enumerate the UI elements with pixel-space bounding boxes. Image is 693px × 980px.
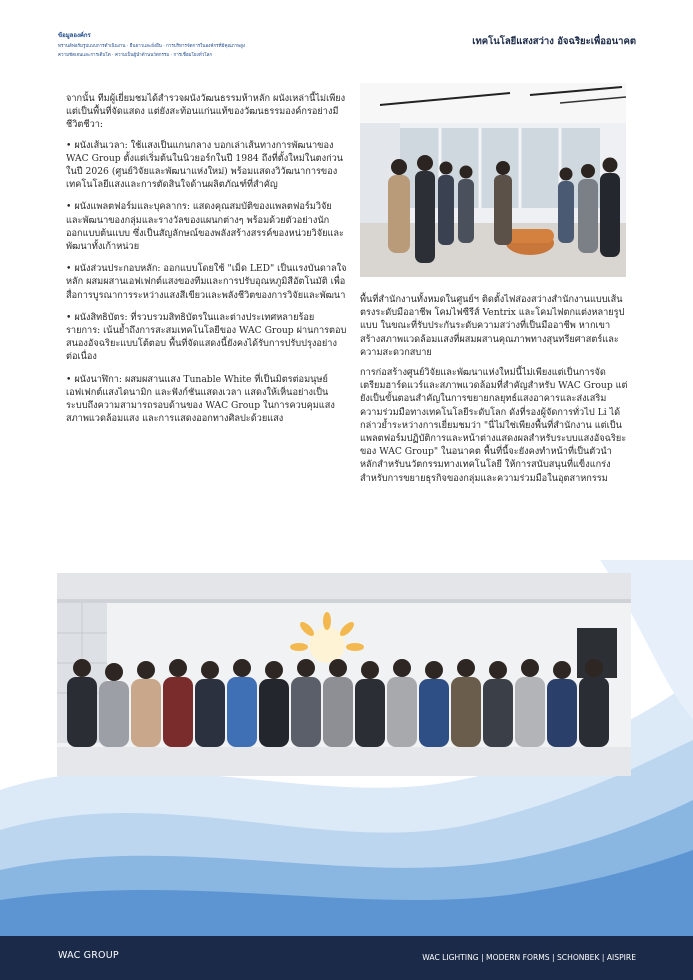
photo-group-illustration <box>57 573 631 776</box>
photo-group <box>57 573 631 776</box>
list-item-clock-wall: • ผนังนาฬิกา: ผสมผสานแสง Tunable White ที่เป็นมิตรต่อมนุษย์ เอฟเฟกต์แสงไดนามิก และฟังก์ชันแสดงเวลา แสดงให้เห็นอย่างเป็นระบบถึงความสามารถรอบด้านของ WAC Group ในการควบคุมแสง สภาพแวดล้อมแสง และการแสดงออกทางศิลปะด้วยแสง <box>66 373 335 425</box>
footer-bar <box>0 936 693 980</box>
photo-visit-tour <box>360 83 626 277</box>
footer-logo: WAC GROUP <box>58 950 119 961</box>
list-item-core-components-wall: • ผนังส่วนประกอบหลัก: ออกแบบโดยใช้ "เม็ด LED" เป็นแรงบันดาลใจหลัก ผสมผสานเอฟเฟกต์แสงของทีมและการปรับอุณหภูมิสีอัตโนมัติ เพื่อสื่อการบูรณาการระหว่างแสงสีเขียวและพลังชีวิตของการวิจัยและพัฒนา <box>66 263 347 301</box>
office-paragraph: พื้นที่สำนักงานทั้งหมดในศูนย์ฯ ติดตั้งไฟส่องสว่างสำนักงานแบบเส้นตรงระดับมืออาชีพ โคมไฟซีรีส์ Ventrix และโคมไฟตกแต่งหลายรูปแบบ ในขณะที่รับประกันระดับความสว่างที่เป็นมืออาชีพ หากเขาสร้างสภาพแวดล้อมแสงที่ผสมผสานคุณภาพทางสุนทรียศาสตร์และความสะดวกสบาย <box>360 294 625 358</box>
culture-wall-list <box>66 139 348 426</box>
photo-visit-tour-illustration <box>360 83 626 277</box>
left-column <box>66 92 348 434</box>
list-item-platform-wall: • ผนังแพลตฟอร์มและบุคลากร: แสดงคุณสมบัติของแพลตฟอร์มวิจัยและพัฒนาของกลุ่มและรางวัลของแผนกต่างๆ พร้อมด้วยตัวอย่างนักออกแบบต้นแบบ ซึ่งเป็นสัญลักษณ์ของพลังสร้างสรรค์ของหน่วยวิจัยและพัฒนาทั้งเก้าหน่วย <box>66 201 344 253</box>
header-line-2: ความชัดเจนและการเติบโต · ความเป็นผู้นำด้านนวัตกรรม · การเชื่อมโยงทั่วโลก <box>58 53 213 58</box>
header-left <box>58 30 358 60</box>
rd-center-paragraph: การก่อสร้างศูนย์วิจัยและพัฒนาแห่งใหม่นี้ไม่เพียงแต่เป็นการจัดเตรียมฮาร์ดแวร์และสภาพแวดล้อมที่สำคัญสำหรับ WAC Group แต่ยังเป็นขั้นตอนสำคัญในการขยายกลยุทธ์แสงอาคารและส่งเสริมความร่วมมือทางเทคโนโลยีระดับโลก ดังที่รองผู้จัดการทั่วไป Li ได้กล่าวย้ำระหว่างการเยี่ยมชมว่า "นี่ไม่ใช่เพียงพื้นที่สำนักงาน แต่เป็นแพลตฟอร์มปฏิบัติการและหน้าต่างแสดงผลสำหรับระบบแสงอัจฉริยะของ WAC Group" ในอนาคต พื้นที่นี้จะยังคงทำหน้าที่เป็นตัวนำหลักสำหรับนวัตกรรมทางเทคโนโลยี ให้การสนับสนุนที่แข็งแกร่งสำหรับการขยายธุรกิจของกลุ่มและความร่วมมือในอุตสาหกรรม <box>360 367 628 484</box>
header-line-1: ทรานส์ฟอร์มรูปแบบการดำเนินงาน · ยืนยาวและยั่งยืน · การบริหารจัดการในองค์กรที่มีคุณภาพสูง <box>58 44 246 49</box>
header-section-title: ข้อมูลองค์กร <box>58 32 91 39</box>
right-column <box>360 293 628 492</box>
intro-paragraph: จากนั้น ทีมผู้เยี่ยมชมได้สำรวจผนังวัฒนธรรมห้าหลัก ผนังเหล่านี้ไม่เพียงแต่เป็นพื้นที่จัดแสดง แต่ยังสะท้อนแก่นแท้ของวัฒนธรรมองค์กรอย่างมีชีวิตชีวา: <box>66 93 346 131</box>
list-item-timeline-wall: • ผนังเส้นเวลา: ใช้แสงเป็นแกนกลาง บอกเล่าเส้นทางการพัฒนาของ WAC Group ตั้งแต่เริ่มต้นในนิวยอร์กในปี 1984 ถึงที่ตั้งใหม่ในตงก่วนในปี 2026 (ศูนย์วิจัยและพัฒนาแห่งใหม่) พร้อมแสดงวิวัฒนาการของเทคโนโลยีแสงและการตัดสินใจด้านผลิตภัณฑ์ที่สำคัญ <box>66 139 344 191</box>
list-item-patent-wall: • ผนังสิทธิบัตร: ที่รวบรวมสิทธิบัตรในและต่างประเทศหลายร้อยรายการ: เน้นย้ำถึงการสะสมเทคโนโลยีของ WAC Group ผ่านการตอบสนองอัจฉริยะแบบโต้ตอบ พื้นที่จัดแสดงนี้ยังคงได้รับการปรับปรุงอย่างต่อเนื่อง <box>66 311 347 363</box>
footer-brand-list: WAC LIGHTING | MODERN FORMS | SCHONBEK | AISPIRE <box>422 953 636 962</box>
header-right-title: เทคโนโลยีแสงสว่าง อัจฉริยะเพื่ออนาคต <box>472 36 636 47</box>
